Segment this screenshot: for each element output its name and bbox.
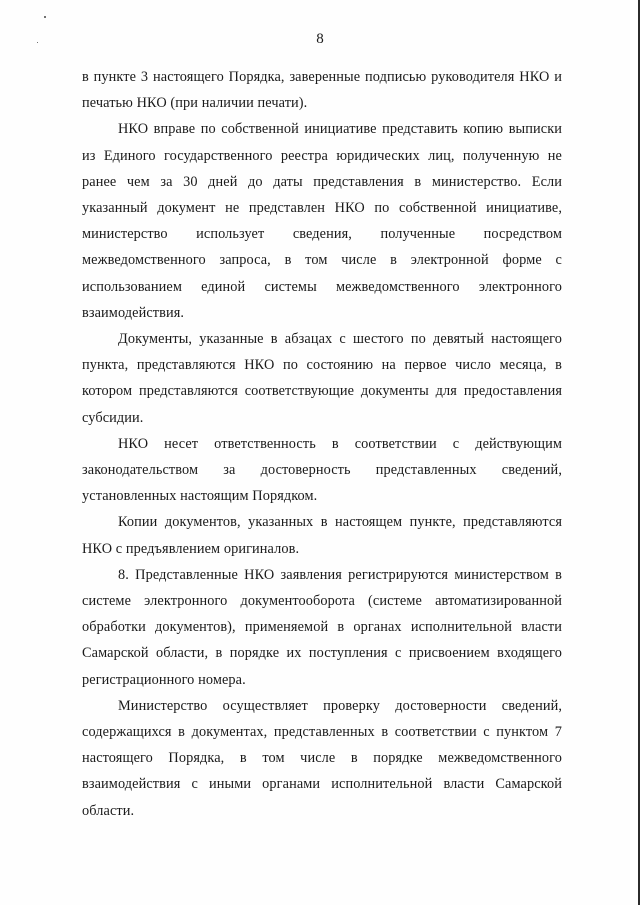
document-body (82, 64, 562, 824)
page-number: 8 (316, 31, 324, 47)
paragraph-verification: Министерство осуществляет проверку достоверности сведений, содержащихся в документах, представленных в соответствии с пунктом 7 настоящего Порядка, в том числе в порядке межведомственного взаимодействия с иными органами исполнительной власти Самарской области. (82, 697, 562, 819)
paragraph-originals: Копии документов, указанных в настоящем пункте, представляются НКО с предъявлением оригиналов. (82, 514, 562, 557)
paragraph-continuation: в пункте 3 настоящего Порядка, заверенные подписью руководителя НКО и печатью НКО (при наличии печати). (82, 69, 562, 112)
paragraph-extract-copy: НКО вправе по собственной инициативе представить копию выписки из Единого государственного реестра юридических лиц, полученную не ранее чем за 30 дней до даты представления в министерство. Если указанный документ не представлен НКО по собственной инициативе, министерство использует сведения, полученные посредством межведомственного запроса, в том числе в электронной форме с использованием единой системы межведомственного электронного взаимодействия. (82, 121, 562, 321)
paragraph-documents-date: Документы, указанные в абзацах с шестого по девятый настоящего пункта, представляются НКО по состоянию на первое число месяца, в котором представляются соответствующие документы для предоставления субсидии. (82, 331, 562, 426)
paragraph-responsibility: НКО несет ответственность в соответствии с действующим законодательством за достоверность представленных сведений, установленных настоящим Порядком. (82, 435, 562, 505)
paragraph-registration: 8. Представленные НКО заявления регистрируются министерством в системе электронного документооборота (системе автоматизированной обработки документов), применяемой в органах исполнительной власти Самарской области, в порядке их поступления с присвоением входящего регистрационного номера. (82, 566, 562, 688)
scan-speck (44, 16, 46, 18)
